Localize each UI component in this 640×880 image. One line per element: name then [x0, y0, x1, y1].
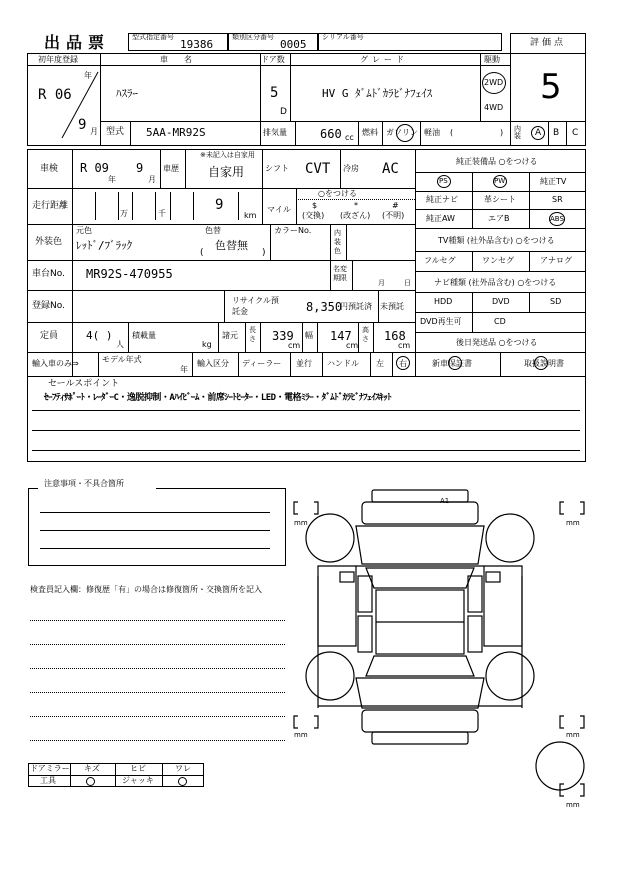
height-value: 168: [384, 329, 406, 343]
load-label: 積載量: [132, 331, 156, 340]
equip-ps: PS: [439, 177, 448, 185]
score-label: 評価点: [530, 38, 567, 48]
man-unit: 万: [120, 209, 128, 218]
class-no-value: 0005: [280, 38, 307, 51]
capacity-unit: 人: [116, 340, 124, 349]
repaint-value: 色替無: [215, 239, 248, 252]
wheel-front-left: [306, 514, 354, 562]
legend-mirror: ドアミラー: [30, 764, 70, 773]
chassis-value: MR92S-470955: [86, 267, 173, 281]
interior-c: C: [572, 128, 579, 138]
title-change-label: 名変期限: [333, 265, 347, 282]
displacement-label: 排気量: [263, 128, 287, 137]
mm-spare: mm: [566, 801, 580, 809]
notes-area: [28, 488, 286, 566]
model-label: 型式: [106, 127, 125, 137]
capacity-label: 定員: [40, 331, 59, 341]
jack-circle: [178, 777, 187, 786]
mile-label: マイル: [267, 205, 291, 214]
handle-left: 左: [376, 359, 384, 368]
form-title: 出品票: [44, 33, 111, 52]
sen-unit: 千: [158, 209, 166, 218]
sales-text: ｾｰﾌﾃｨｻﾎﾟｰﾄ・ﾚｰﾀﾞｰC・逸脱抑制・Aﾊｲﾋﾞｰﾑ・前席ｼｰﾄﾋｰﾀｰ・LED・電格ﾐﾗｰ・ﾀﾞﾑﾄﾞｶﾗﾋﾞﾅﾌｪｲｽｷｯﾄ: [44, 393, 392, 403]
navi-cd: CD: [494, 317, 506, 326]
sales-label: セールスポイント: [48, 379, 120, 389]
doors-label: ドア数: [261, 55, 285, 64]
equip-sr: SR: [552, 195, 563, 204]
rear-glass: [366, 656, 474, 676]
color-no-label: カラーNo.: [274, 226, 312, 235]
a1-mark: A1: [440, 497, 450, 505]
interior-label: 内装: [514, 125, 521, 140]
exchange-label: (交換): [302, 211, 325, 220]
shaken-label: 車検: [40, 164, 59, 174]
rear-bumper: [372, 732, 468, 744]
ac-value: AC: [382, 161, 399, 177]
width-unit: cm: [346, 341, 359, 350]
post-title: 後日発送品 ○をつける: [456, 338, 538, 347]
unknown-label: (不明): [382, 211, 405, 220]
dealer-label: ディーラー: [242, 359, 282, 368]
notes-label: 注意事項・不具合箇所: [44, 479, 124, 488]
windshield: [366, 568, 474, 588]
first-reg-label: 初年度登録: [38, 55, 78, 64]
legend-crack: ヒビ: [130, 764, 146, 773]
equip-tv: 純正TV: [540, 177, 567, 186]
interior-a: A: [535, 128, 542, 138]
shaken-month: 9: [136, 161, 144, 175]
model-year-unit: 年: [180, 365, 188, 374]
legend-scratch: キズ: [84, 764, 100, 773]
navi-title: ナビ種類 (社外品含む) ○をつける: [434, 278, 557, 287]
import-type-label: 輸入区分: [197, 359, 229, 368]
navi-dvd-play: DVD再生可: [420, 317, 462, 326]
model-year-label: モデル年式: [102, 355, 142, 364]
inspector-label: 検査員記入欄：修復歴「有」の場合は修復箇所・交換箇所を記入: [30, 585, 262, 594]
drive-4wd: 4WD: [484, 103, 504, 112]
drive-2wd: 2WD: [484, 78, 504, 87]
recycle-unit: 円預託済: [340, 302, 372, 311]
model-value: 5AA-MR92S: [146, 126, 206, 139]
shift-value: CVT: [305, 161, 331, 177]
chassis-label: 車台No.: [32, 269, 65, 279]
first-reg-month: 9: [78, 117, 87, 133]
legend-break: ワレ: [175, 764, 191, 773]
door-type: D: [280, 107, 287, 117]
color-label: 外装色: [35, 237, 63, 247]
tools-circle: [86, 777, 95, 786]
title-day-unit: 日: [404, 279, 411, 287]
history-value: 自家用: [208, 165, 245, 179]
doors-value: 5: [270, 85, 279, 101]
wid-label: 幅: [305, 331, 313, 340]
capacity-value: 4( ): [86, 329, 113, 342]
reg-no-label: 登録No.: [32, 301, 65, 311]
width-value: 147: [330, 329, 352, 343]
shaken-month-unit: 月: [148, 175, 156, 184]
unknown-mark: #: [392, 201, 399, 210]
equip-leather: 革シート: [484, 195, 516, 204]
load-unit: kg: [202, 340, 212, 349]
hood: [356, 526, 484, 564]
length-unit: cm: [288, 341, 301, 350]
spare-wheel: [536, 742, 584, 790]
altered-label: (改ざん): [340, 211, 371, 220]
dim-label: 諸元: [222, 331, 238, 340]
navi-dvd: DVD: [492, 297, 510, 306]
drive-label: 駆動: [484, 55, 500, 64]
wheel-rear-left: [306, 652, 354, 700]
displacement-value: 660: [320, 127, 342, 141]
equip-abs: ABS: [550, 215, 564, 223]
mileage-label: 走行距離: [32, 201, 69, 211]
front-bumper: [372, 490, 468, 502]
recycle-label: リサイクル預託金: [232, 296, 279, 316]
mm-fr: mm: [566, 519, 580, 527]
year-unit: 年: [84, 71, 92, 80]
history-label: 車歴: [163, 164, 179, 173]
post-manual: 取扱説明書: [524, 359, 564, 368]
first-reg-era: R 06: [38, 87, 72, 103]
post-warranty: 新車保証書: [432, 359, 472, 368]
serial-label: シリアル番号: [322, 33, 364, 41]
mile-mark-label: ○をつける: [318, 189, 357, 198]
tv-one: ワンセグ: [482, 256, 514, 265]
km-unit: km: [244, 211, 257, 220]
height-unit: cm: [398, 341, 411, 350]
interior-color-label: 内装色: [334, 229, 341, 255]
len-label: 長さ: [249, 326, 256, 343]
tv-title: TV種類 (社外品含む) ○をつける: [438, 236, 555, 245]
equip-airbag: エアB: [488, 214, 510, 223]
type-no-value: 19386: [180, 38, 214, 51]
shift-label: シフト: [265, 164, 289, 173]
handle-right: 右: [399, 359, 407, 368]
repaint-label: 色替: [205, 226, 221, 235]
wheel-rear-right: [486, 652, 534, 700]
color-orig: ﾚｯﾄﾞ/ﾌﾞﾗｯｸ: [76, 239, 133, 252]
length-value: 339: [272, 329, 294, 343]
parallel-label: 並行: [296, 359, 312, 368]
navi-hdd: HDD: [434, 297, 453, 306]
score-value: 5: [540, 67, 562, 107]
title-month-unit: 月: [378, 279, 385, 287]
hei-label: 高さ: [362, 326, 369, 343]
color-orig-label: 元色: [76, 226, 92, 235]
handle-label: ハンドル: [327, 359, 359, 368]
car-name: ﾊｽﾗｰ: [116, 87, 138, 100]
grade-label: グレード: [360, 55, 408, 64]
mm-rl: mm: [294, 731, 308, 739]
mileage-value: 9: [215, 197, 224, 213]
history-note: ※未記入は自家用: [200, 151, 255, 159]
recycle-value: 8,350: [306, 300, 343, 314]
import-label: 輸入車のみ⇒: [32, 359, 79, 368]
equip-navi: 純正ナビ: [426, 195, 458, 204]
cc-unit: cc: [345, 133, 354, 142]
fuel-diesel: 軽油: [424, 128, 440, 137]
car-diagram: [290, 476, 620, 816]
shaken-era: R 09: [80, 161, 109, 175]
fuel-label: 燃料: [362, 128, 378, 137]
recycle-not: 未預託: [380, 302, 404, 311]
tv-full: フルセグ: [424, 256, 456, 265]
equip-title: 純正装備品 ○をつける: [456, 157, 538, 166]
type-no-label: 型式指定番号: [132, 33, 174, 41]
altered-mark: *: [354, 201, 358, 210]
navi-sd: SD: [550, 297, 562, 306]
car-name-label: 車 名: [160, 55, 196, 64]
legend-jack: ジャッキ: [122, 776, 154, 785]
mm-fl: mm: [294, 519, 308, 527]
mm-rr: mm: [566, 731, 580, 739]
grade-value: HV G ﾀﾞﾑﾄﾞｶﾗﾋﾞﾅﾌｪｲｽ: [322, 87, 433, 100]
ac-label: 冷房: [343, 164, 359, 173]
fuel-gas: ガソリン: [386, 128, 418, 137]
tv-analog: アナログ: [540, 256, 572, 265]
class-no-label: 類別区分番号: [232, 33, 274, 41]
interior-b: B: [553, 128, 560, 138]
legend-tools: 工具: [40, 776, 56, 785]
equip-aw: 純正AW: [426, 214, 455, 223]
shaken-year-unit: 年: [108, 175, 116, 184]
equip-pw: PW: [494, 177, 506, 185]
wheel-front-right: [486, 514, 534, 562]
month-unit: 月: [90, 127, 98, 136]
exchange-mark: $: [312, 201, 318, 210]
